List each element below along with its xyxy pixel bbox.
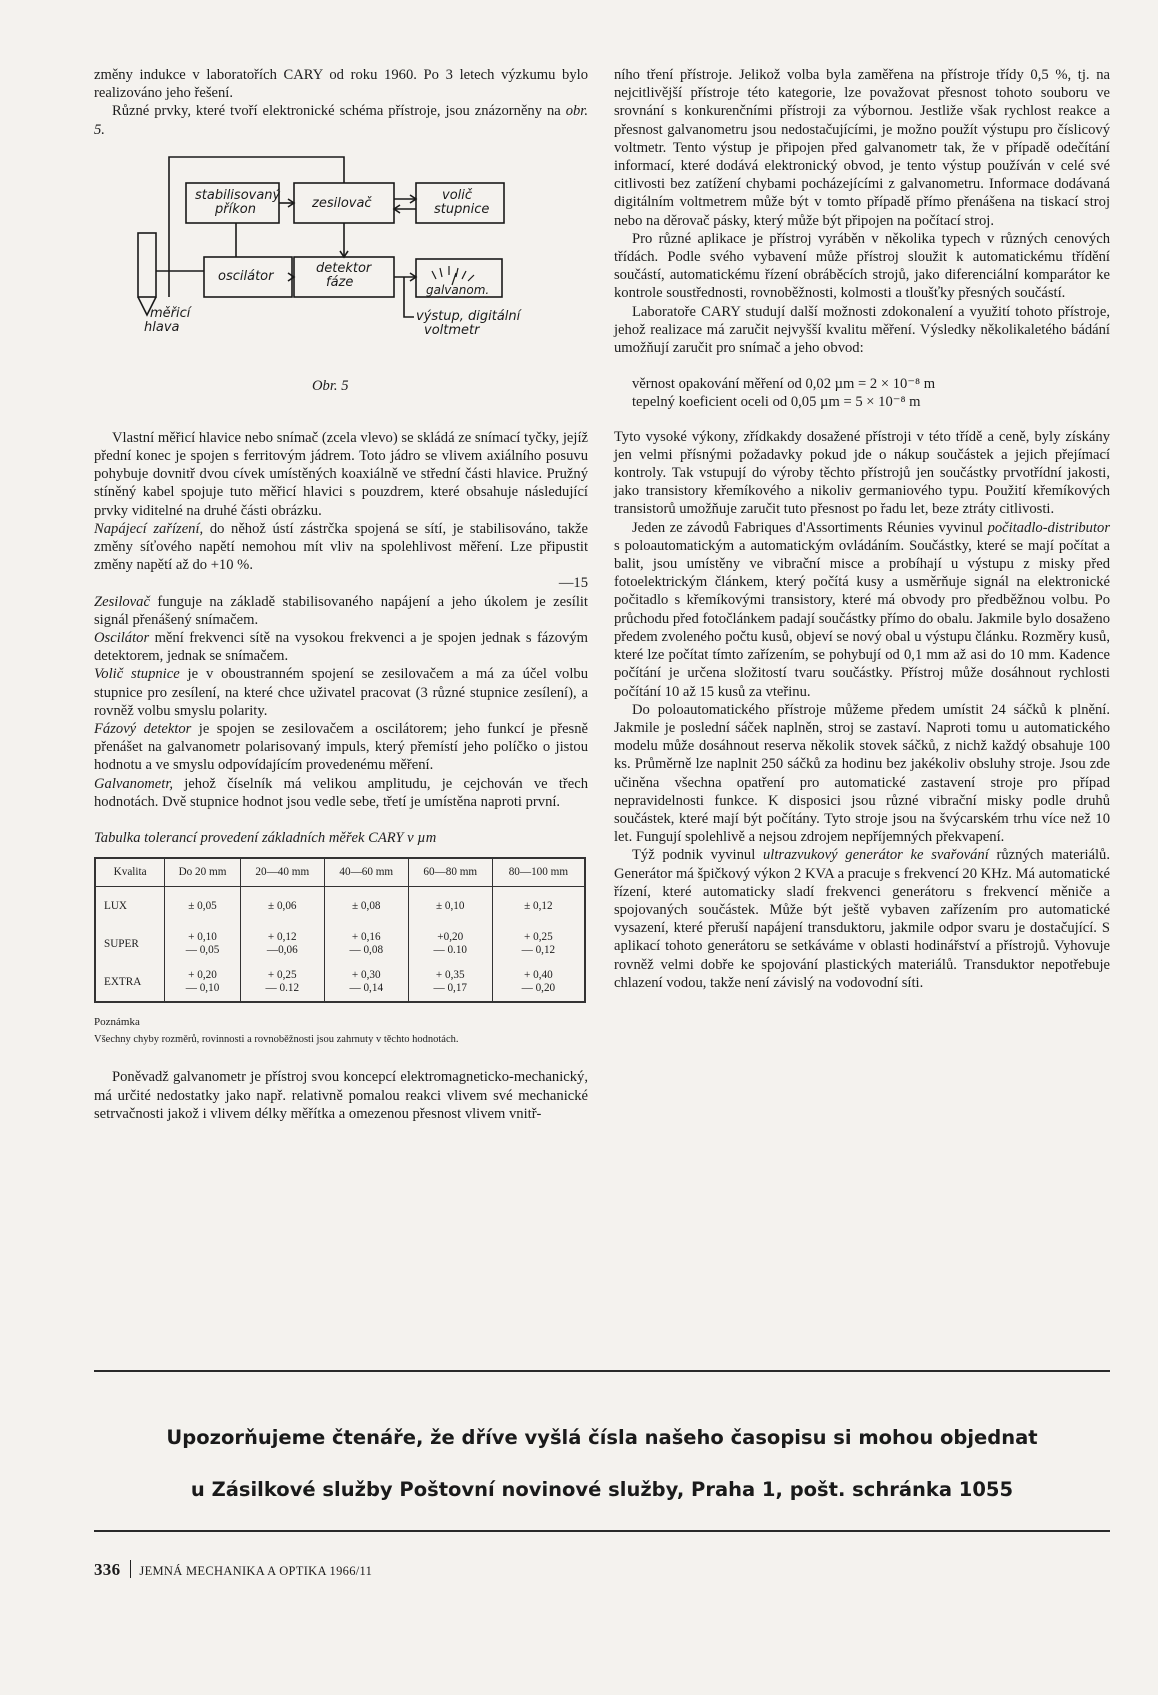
page-number: 336 (94, 1560, 121, 1579)
column-header: 20—40 mm (240, 858, 324, 887)
table-row (95, 887, 585, 926)
quality-cell: EXTRA (95, 963, 165, 1002)
table-cell: + 0,12 —0,06 (240, 925, 324, 963)
note-text: Všechny chyby rozměrů, rovinnosti a rovnoběžnosti jsou zahrnuty v těchto hodnotách. (94, 1034, 459, 1046)
detector-label: detektor fáze (316, 260, 372, 290)
paragraph: Různé prvky, které tvoří elektronické schéma přístroje, jsou znázorněny na obr. 5. (94, 103, 588, 138)
paragraph: ního tření přístroje. Jelikož volba byla zaměřena na přístroje třídy 0,5 %, tj. na nejcitlivější přístroje této kategorie, lze považovat přesnost tohoto souboru ve srovnání s konkurenčními přístroji za výbornou. Jestliže však rychlost reakce a přesnost galvanometru jsou nedostačujícími, je možno použít výstupu pro číslicový voltmetr. Tento výstup je připojen před galvanometr tak, že v případě odečítání informací, které dodává elektronický obvod, je tento výstup používán v celé své citlivosti bez zatížení chybami pocházejícími z galvanometru. Informace dodávaná digitálním voltmetrem může být v tomto případě přímo přenášena na tiskací stroj nebo na děrovač pásky, který může být připojen na počítací stroj. (614, 67, 1110, 229)
table-cell: +0,20 — 0.10 (408, 925, 492, 963)
paragraph: Jeden ze závodů Fabriques d'Assortiments Réunies vyvinul počitadlo-distributor s poloautomatickým a automatickým ovládáním. Součástky, které se mají počítat a balit, jsou umístěny ve vibrační misce a probíhají u výstupu z misky před fotoelektrickým článkem, který počítá kusy a usměrňuje signál na elektronické počitadlo s křemíkovými transistory, které má obvody pro předběžnou volbu. Po průchodu před fotočlánkem padají součástky přímo do obalu. Jakmile bylo dosaženo předem zvoleného počtu kusů, objeví se nový obal u výstupu článku. Rozměry kusů, které lze počítat tímto zařízením, se pohybují od 0,1 mm až asi do 10 mm. Kadence počítání je určena složitostí tvaru součástky. Přístroj může dosáhnout rychlosti počítání 10 až 15 kusů za vteřinu. (614, 519, 1110, 700)
table-cell: + 0,35 — 0,17 (408, 963, 492, 1002)
selector-label: volič stupnice (434, 187, 490, 217)
left-column (94, 66, 588, 1123)
right-column (614, 66, 1110, 992)
table-cell: + 0,25 — 0,12 (492, 925, 585, 963)
figure-caption: Obr. 5 (312, 377, 349, 394)
output-label: výstup, digitální voltmetr (416, 308, 521, 338)
column-header: 60—80 mm (408, 858, 492, 887)
paragraph: Fázový detektor je spojen se zesilovačem a oscilátorem; jeho funkcí je přesně přenášet na galvanometr polarisovaný impuls, který přemístí jeho políčko o jistou hodnotu a ve smyslu odpovídajícím provedenému měření. (94, 721, 588, 774)
table-cell: + 0,30 — 0,14 (324, 963, 408, 1002)
paragraph: Zesilovač funguje na základě stabilisovaného napájení a jeho úkolem je zesílit signál přenášený snímačem. (94, 593, 588, 628)
table-cell: + 0,16 — 0,08 (324, 925, 408, 963)
paragraph: Galvanometr, jehož číselník má velikou amplitudu, je cejchován ve třech hodnotách. Dvě stupnice hodnot jsou vedle sebe, třetí je umístěna naproti první. (94, 775, 588, 810)
stabilized-supply-label: stabilisovaný příkon (195, 187, 281, 217)
table-cell: ± 0,10 (408, 887, 492, 926)
column-header: Kvalita (95, 858, 165, 887)
paragraph: Pro různé aplikace je přístroj vyráběn v několika typech v různých cenových třídách. Podle svého vybavení může přístroj sloužit k automatickému třídění součástí, automatickému řízení obráběcích strojů, jako diferenciální komparátor ke kontrole soustřednosti, rovnoběžnosti, kolmosti a tloušťky přesných součástí. (614, 230, 1110, 302)
table-caption: Tabulka tolerancí provedení základních měřek CARY v µm (94, 830, 437, 847)
formula-line: tepelný koeficient oceli od 0,05 µm = 5 × 10⁻⁸ m (632, 394, 921, 411)
block-diagram (94, 147, 588, 425)
footer-divider (130, 1560, 131, 1578)
paragraph: Laboratoře CARY studují další možnosti zdokonalení a využití tohoto přístroje, jehož realizace má zaručit nejvyšší kvalitu měření. Výsledky několikaletého bádání umožňují zaručit pro snímač a jeho obvod: (614, 303, 1110, 357)
paragraph: Volič stupnice je v oboustranném spojení se zesilovačem a má za účel volbu stupnice pro zesílení, na které chce uživatel pracovat (3 různé stupnice zesílení), a rovněž volbu smyslu polarity. (94, 666, 588, 719)
probe-label: měřicí hlava (144, 305, 191, 335)
column-header: 40—60 mm (324, 858, 408, 887)
tolerance-table (94, 857, 586, 1003)
table-cell: + 0,40 — 0,20 (492, 963, 585, 1002)
table-row (95, 963, 585, 1002)
page-footer (94, 1560, 372, 1580)
banner-line-1: Upozorňujeme čtenáře, že dříve vyšlá čísla našeho časopisu si mohou objednat (166, 1426, 1038, 1449)
paragraph: Oscilátor mění frekvenci sítě na vysokou frekvenci a je spojen jednak s fázovým detektorem, jednak se snímačem. (94, 630, 588, 665)
banner-line-2: u Zásilkové služby Poštovní novinové služby, Praha 1, pošt. schránka 1055 (190, 1478, 1014, 1501)
table-header-row (95, 858, 585, 887)
oscillator-label: oscilátor (218, 268, 274, 284)
formula-fragment: —15 (558, 575, 588, 592)
amplifier-label: zesilovač (312, 195, 372, 211)
table-cell: + 0,25 — 0.12 (240, 963, 324, 1002)
table-cell: ± 0,06 (240, 887, 324, 926)
paragraph: Napájecí zařízení, do něhož ústí zástrčka spojená se sítí, je stabilisováno, takže změny síťového napětí nemohou mít vliv na spolehlivost měření. Lze připustit změny napětí až do +10 %. (94, 520, 588, 574)
quality-cell: SUPER (95, 925, 165, 963)
formula-line: věrnost opakování měření od 0,02 µm = 2 × 10⁻⁸ m (632, 376, 936, 393)
paragraph: Do poloautomatického přístroje můžeme předem umístit 24 sáčků k plnění. Jakmile je poslední sáček naplněn, stroj se zastaví. Naproti tomu u automatického modelu může dosáhnout reserva několik stovek sáčků, z nichž každý obsahuje 100 ks. Průměrně lze naplnit 250 sáčků za hodinu bez jakékoliv obsluhy stroje. Jsou zde učiněna všechna opatření pro automatické zastavení stroje pro případ nepravidelnosti funkce. K disposici jsou různé vibrační misky podle druhů součástek, které mají být počítány. Tyto stroje jsou na švýcarském trhu více než 10 let. Fungují spolehlivě a nejsou zdrojem nepříjemných překvapení. (614, 701, 1110, 846)
banner-top-rule (94, 1370, 1110, 1372)
paragraph: změny indukce v laboratořích CARY od roku 1960. Po 3 letech výzkumu bylo realizováno jeho řešení. (94, 67, 588, 102)
table-cell: ± 0,05 (165, 887, 241, 926)
column-header: Do 20 mm (165, 858, 241, 887)
paragraph: Poněvadž galvanometr je přístroj svou koncepcí elektromagneticko-mechanický, má určité nedostatky jako např. relativně pomalou reakci vlivem své mechanické setrvačnosti jakož i vlivem délky měřítka a omezenou přesnost vlivem vnitř- (94, 1069, 588, 1122)
quality-cell: LUX (95, 887, 165, 926)
paragraph: Tyto vysoké výkony, zřídkakdy dosažené přístroji v této třídě a ceně, byly získány jen velmi přísnými požadavky pokud jde o nákup součástek a jejich přejímací kontroly. Tak vstupují do výroby těchto přístrojů jen součástky prvotřídní jakosti, jako transistory křemíkového a nikoliv germaniového typu. Použití křemíkových transistorů umožňuje zaručit tuto přesnost po řadu let, beze ztráty citlivosti. (614, 428, 1110, 518)
table-row (95, 925, 585, 963)
table-cell: + 0,10 — 0,05 (165, 925, 241, 963)
note-heading: Poznámka (94, 1016, 140, 1029)
table-cell: ± 0,08 (324, 887, 408, 926)
table-cell: ± 0,12 (492, 887, 585, 926)
paragraph: Týž podnik vyvinul ultrazvukový generátor ke svařování různých materiálů. Generátor má špičkový výkon 2 KVA a pracuje s frekvencí 20 KHz. Má automatické řízení, které automaticky sladí frekvenci generátoru s frekvencí měniče a spojovaných součástek. Může být ještě vybaven zařízením pro automatické vysazení, které přeruší napájení transduktoru, jakmile odpor svaru je dostačující. S aplikací tohoto generátoru se setkáváme v oblasti hodinářství a přístrojů. Vyhovuje rovněž velmi dobře ke spojování plastických materiálů. Transduktor nepotřebuje chlazení vodou, takže není závislý na vodovodní síti. (614, 847, 1110, 991)
figure-reference: obr. 5. (94, 103, 588, 138)
journal-title: JEMNÁ MECHANIKA A OPTIKA 1966/11 (139, 1564, 373, 1578)
galvanometer-label: galvanom. (426, 282, 490, 297)
paragraph: Vlastní měřicí hlavice nebo snímač (zcela vlevo) se skládá ze snímací tyčky, jejíž přední konec je spojen s ferritovým jádrem. Toto jádro se vlivem axiálního posuvu pohybuje dovnitř dvou cívek umístěných koaxiálně ve střední části hlavice. Pružný stíněný kabel spojuje tuto měřicí hlavici s pouzdrem, které obsahuje následující prvky viditelné na druhé části obrázku. (94, 429, 588, 519)
table-cell: + 0,20 — 0,10 (165, 963, 241, 1002)
formula-block (614, 375, 1110, 411)
banner-bottom-rule (94, 1530, 1110, 1532)
column-header: 80—100 mm (492, 858, 585, 887)
